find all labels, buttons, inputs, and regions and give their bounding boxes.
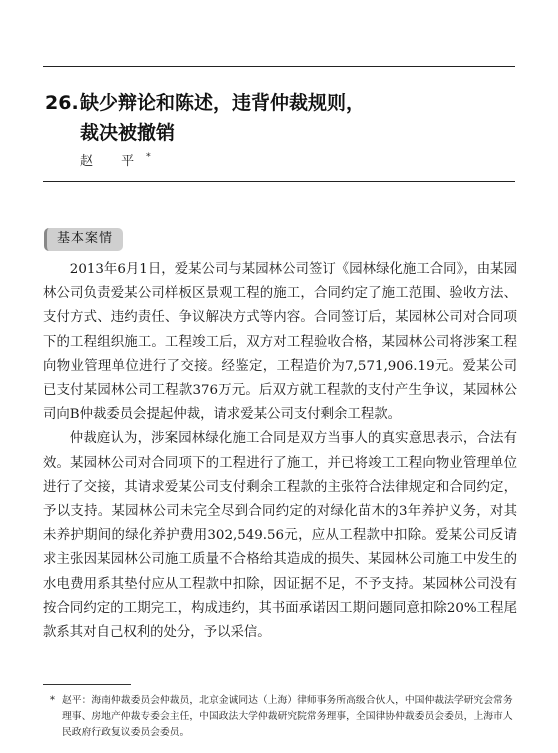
- footnote-divider: [43, 684, 131, 685]
- footnote-mark: *: [50, 695, 55, 706]
- top-rule: [43, 66, 515, 67]
- article-title: [45, 88, 365, 148]
- body-text: [43, 258, 517, 645]
- author: [80, 150, 151, 169]
- author-name: 赵 平: [80, 154, 147, 169]
- footnote: [50, 693, 520, 741]
- article-number: 26.: [45, 92, 79, 114]
- author-footnote-mark: *: [146, 152, 151, 163]
- footnote-text: 赵平：海南仲裁委员会仲裁员，北京金诚同达（上海）律师事务所高级合伙人，中国仲裁法学研究会常务理事、房地产仲裁专委会主任，中国政法大学仲裁研究院常务理事，全国律协仲裁委员会委员，上海市人民政府行政复议委员会委员。: [62, 695, 513, 738]
- paragraph: 2013年6月1日，爱某公司与某园林公司签订《园林绿化施工合同》，由某园林公司负责爱某公司样板区景观工程的施工，合同约定了施工范围、验收方法、支付方式、违约责任、争议解决方式等内容。合同签订后，某园林公司对合同项下的工程组织施工。工程竣工后，双方对工程验收合格，某园林公司将涉案工程向物业管理单位进行了交接。经鉴定，工程造价为7,571,906.19元。爱某公司已支付某园林公司工程款376万元。后双方就工程款的支付产生争议，某园林公司向B仲裁委员会提起仲裁，请求爱某公司支付剩余工程款。: [43, 262, 517, 423]
- paragraph: 仲裁庭认为，涉案园林绿化施工合同是双方当事人的真实意思表示，合法有效。某园林公司对合同项下的工程进行了施工，并已将竣工工程向物业管理单位进行了交接，其请求爱某公司支付剩余工程款的主张符合法律规定和合同约定，予以支持。某园林公司未完全尽到合同约定的对绿化苗木的3年养护义务，对其未养护期间的绿化养护费用302,549.56元，应从工程款中扣除。爱某公司反请求主张因某园林公司施工质量不合格给其造成的损失、某园林公司施工中发生的水电费用系其垫付应从工程款中扣除，因证据不足，不予支持。某园林公司没有按合同约定的工期完工，构成违约，其书面承诺因工期问题同意扣除20%工程尾款系其对自己权利的处分，予以采信。: [43, 431, 517, 641]
- header-bottom-rule: [43, 181, 515, 182]
- title-line-1: 缺少辩论和陈述，违背仲裁规则，: [80, 92, 366, 114]
- section-heading: 基本案情: [44, 228, 123, 251]
- title-line-2: 裁决被撤销: [80, 122, 176, 144]
